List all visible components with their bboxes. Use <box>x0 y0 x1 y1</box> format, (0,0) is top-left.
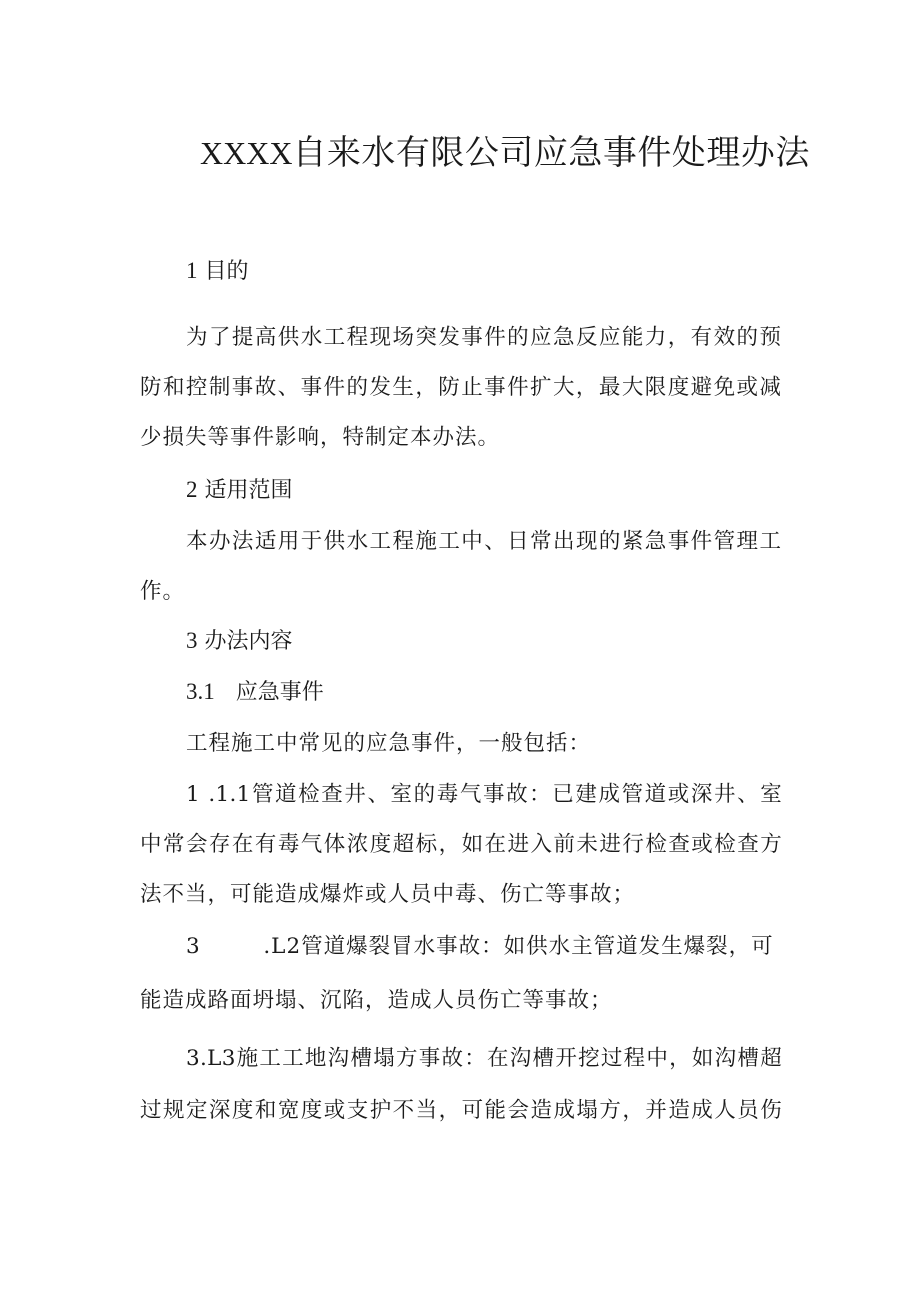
item-line: 3.L3施工工地沟槽塌方事故：在沟槽开挖过程中，如沟槽超 <box>186 1046 782 1071</box>
section-number: 1 <box>186 258 198 283</box>
item-line: 中常会存在有毒气体浓度超标，如在进入前未进行检查或检查方 <box>140 832 782 857</box>
section-title: 目的 <box>204 259 249 284</box>
item-line: 过规定深度和宽度或支护不当，可能会造成塌方，并造成人员伤 <box>140 1098 782 1123</box>
subsection-heading-3-1 <box>186 677 324 708</box>
item-line: 1 .1.1管道检查井、室的毒气事故：已建成管道或深井、室 <box>186 782 782 807</box>
title-prefix: XXXX <box>200 135 293 171</box>
section-number: 2 <box>186 477 198 502</box>
section-heading-2 <box>186 475 293 506</box>
intro-line: 工程施工中常见的应急事件，一般包括： <box>186 731 592 756</box>
section-title: 办法内容 <box>204 629 293 654</box>
paragraph-line: 作。 <box>140 579 186 604</box>
paragraph-line: 为了提高供水工程现场突发事件的应急反应能力，有效的预 <box>186 325 782 350</box>
subsection-number: 3.1 <box>186 679 215 704</box>
section-heading-1 <box>186 256 249 287</box>
item-line: 3 .L2管道爆裂冒水事故：如供水主管道发生爆裂，可 <box>186 934 774 959</box>
title-main: 自来水有限公司应急事件处理办法 <box>292 133 810 173</box>
paragraph-line: 防和控制事故、事件的发生，防止事件扩大，最大限度避免或减 <box>140 375 782 400</box>
section-number: 3 <box>186 628 198 653</box>
document-title <box>200 128 820 178</box>
paragraph-line: 少损失等事件影响，特制定本办法。 <box>140 425 501 450</box>
section-title: 适用范围 <box>204 478 293 503</box>
subsection-title: 应急事件 <box>235 680 324 705</box>
paragraph-line: 本办法适用于供水工程施工中、日常出现的紧急事件管理工 <box>186 529 782 554</box>
item-line: 法不当，可能造成爆炸或人员中毒、伤亡等事故； <box>140 882 636 907</box>
item-line: 能造成路面坍塌、沉陷，造成人员伤亡等事故； <box>140 988 613 1013</box>
section-heading-3 <box>186 626 293 657</box>
